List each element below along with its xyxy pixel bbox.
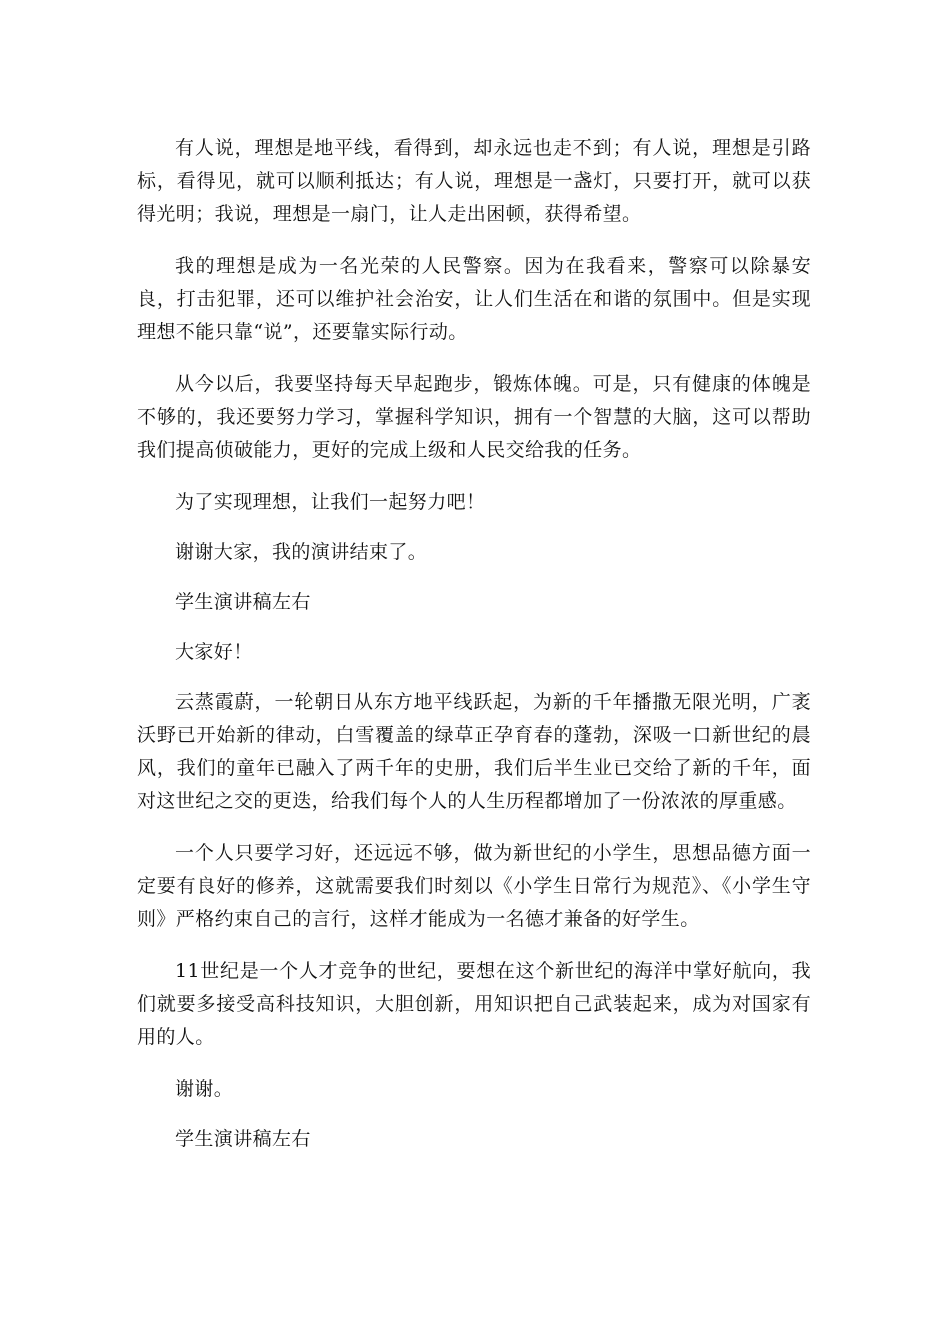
paragraph-talent-competition: 11世纪是一个人才竞争的世纪，要想在这个新世纪的海洋中掌好航向，我们就要多接受高科技知识，大胆创新，用知识把自己武装起来，成为对国家有用的人。 <box>137 960 811 1048</box>
greeting: 大家好！ <box>175 641 253 663</box>
section-title: 学生演讲稿左右 <box>175 1128 311 1150</box>
paragraph-ideal-metaphors: 有人说，理想是地平线，看得到，却永远也走不到；有人说，理想是引路标，看得见，就可以顺利抵达；有人说，理想是一盏灯，只要打开，就可以获得光明；我说，理想是一扇门，让人走出困顿，获得希望。 <box>137 137 811 225</box>
paragraph-closing: 谢谢大家，我的演讲结束了。 <box>175 541 428 563</box>
paragraph-thanks: 谢谢。 <box>175 1078 234 1100</box>
paragraph-call-to-action: 为了实现理想，让我们一起努力吧！ <box>175 491 486 513</box>
paragraph-moral-character: 一个人只要学习好，还远远不够，做为新世纪的小学生，思想品德方面一定要有良好的修养，这就需要我们时刻以《小学生日常行为规范》、《小学生守则》严格约束自己的言行，这样才能成为一名德才兼备的好学生。 <box>137 842 811 930</box>
paragraph-new-century: 云蒸霞蔚，一轮朝日从东方地平线跃起，为新的千年播撒无限光明，广袤沃野已开始新的律动，白雪覆盖的绿草正孕育春的蓬勃，深吸一口新世纪的晨风，我们的童年已融入了两千年的史册，我们后半生业已交给了新的千年，面对这世纪之交的更迭，给我们每个人的人生历程都增加了一份浓浓的厚重感。 <box>137 691 811 812</box>
section-title: 学生演讲稿左右 <box>175 591 311 613</box>
paragraph-police-dream: 我的理想是成为一名光荣的人民警察。因为在我看来，警察可以除暴安良，打击犯罪，还可以维护社会治安，让人们生活在和谐的氛围中。但是实现理想不能只靠“说”，还要靠实际行动。 <box>137 255 811 343</box>
document-page <box>137 132 811 1156</box>
paragraph-action-plan: 从今以后，我要坚持每天早起跑步，锻炼体魄。可是，只有健康的体魄是不够的，我还要努力学习，掌握科学知识，拥有一个智慧的大脑，这可以帮助我们提高侦破能力，更好的完成上级和人民交给我的任务。 <box>137 373 811 461</box>
